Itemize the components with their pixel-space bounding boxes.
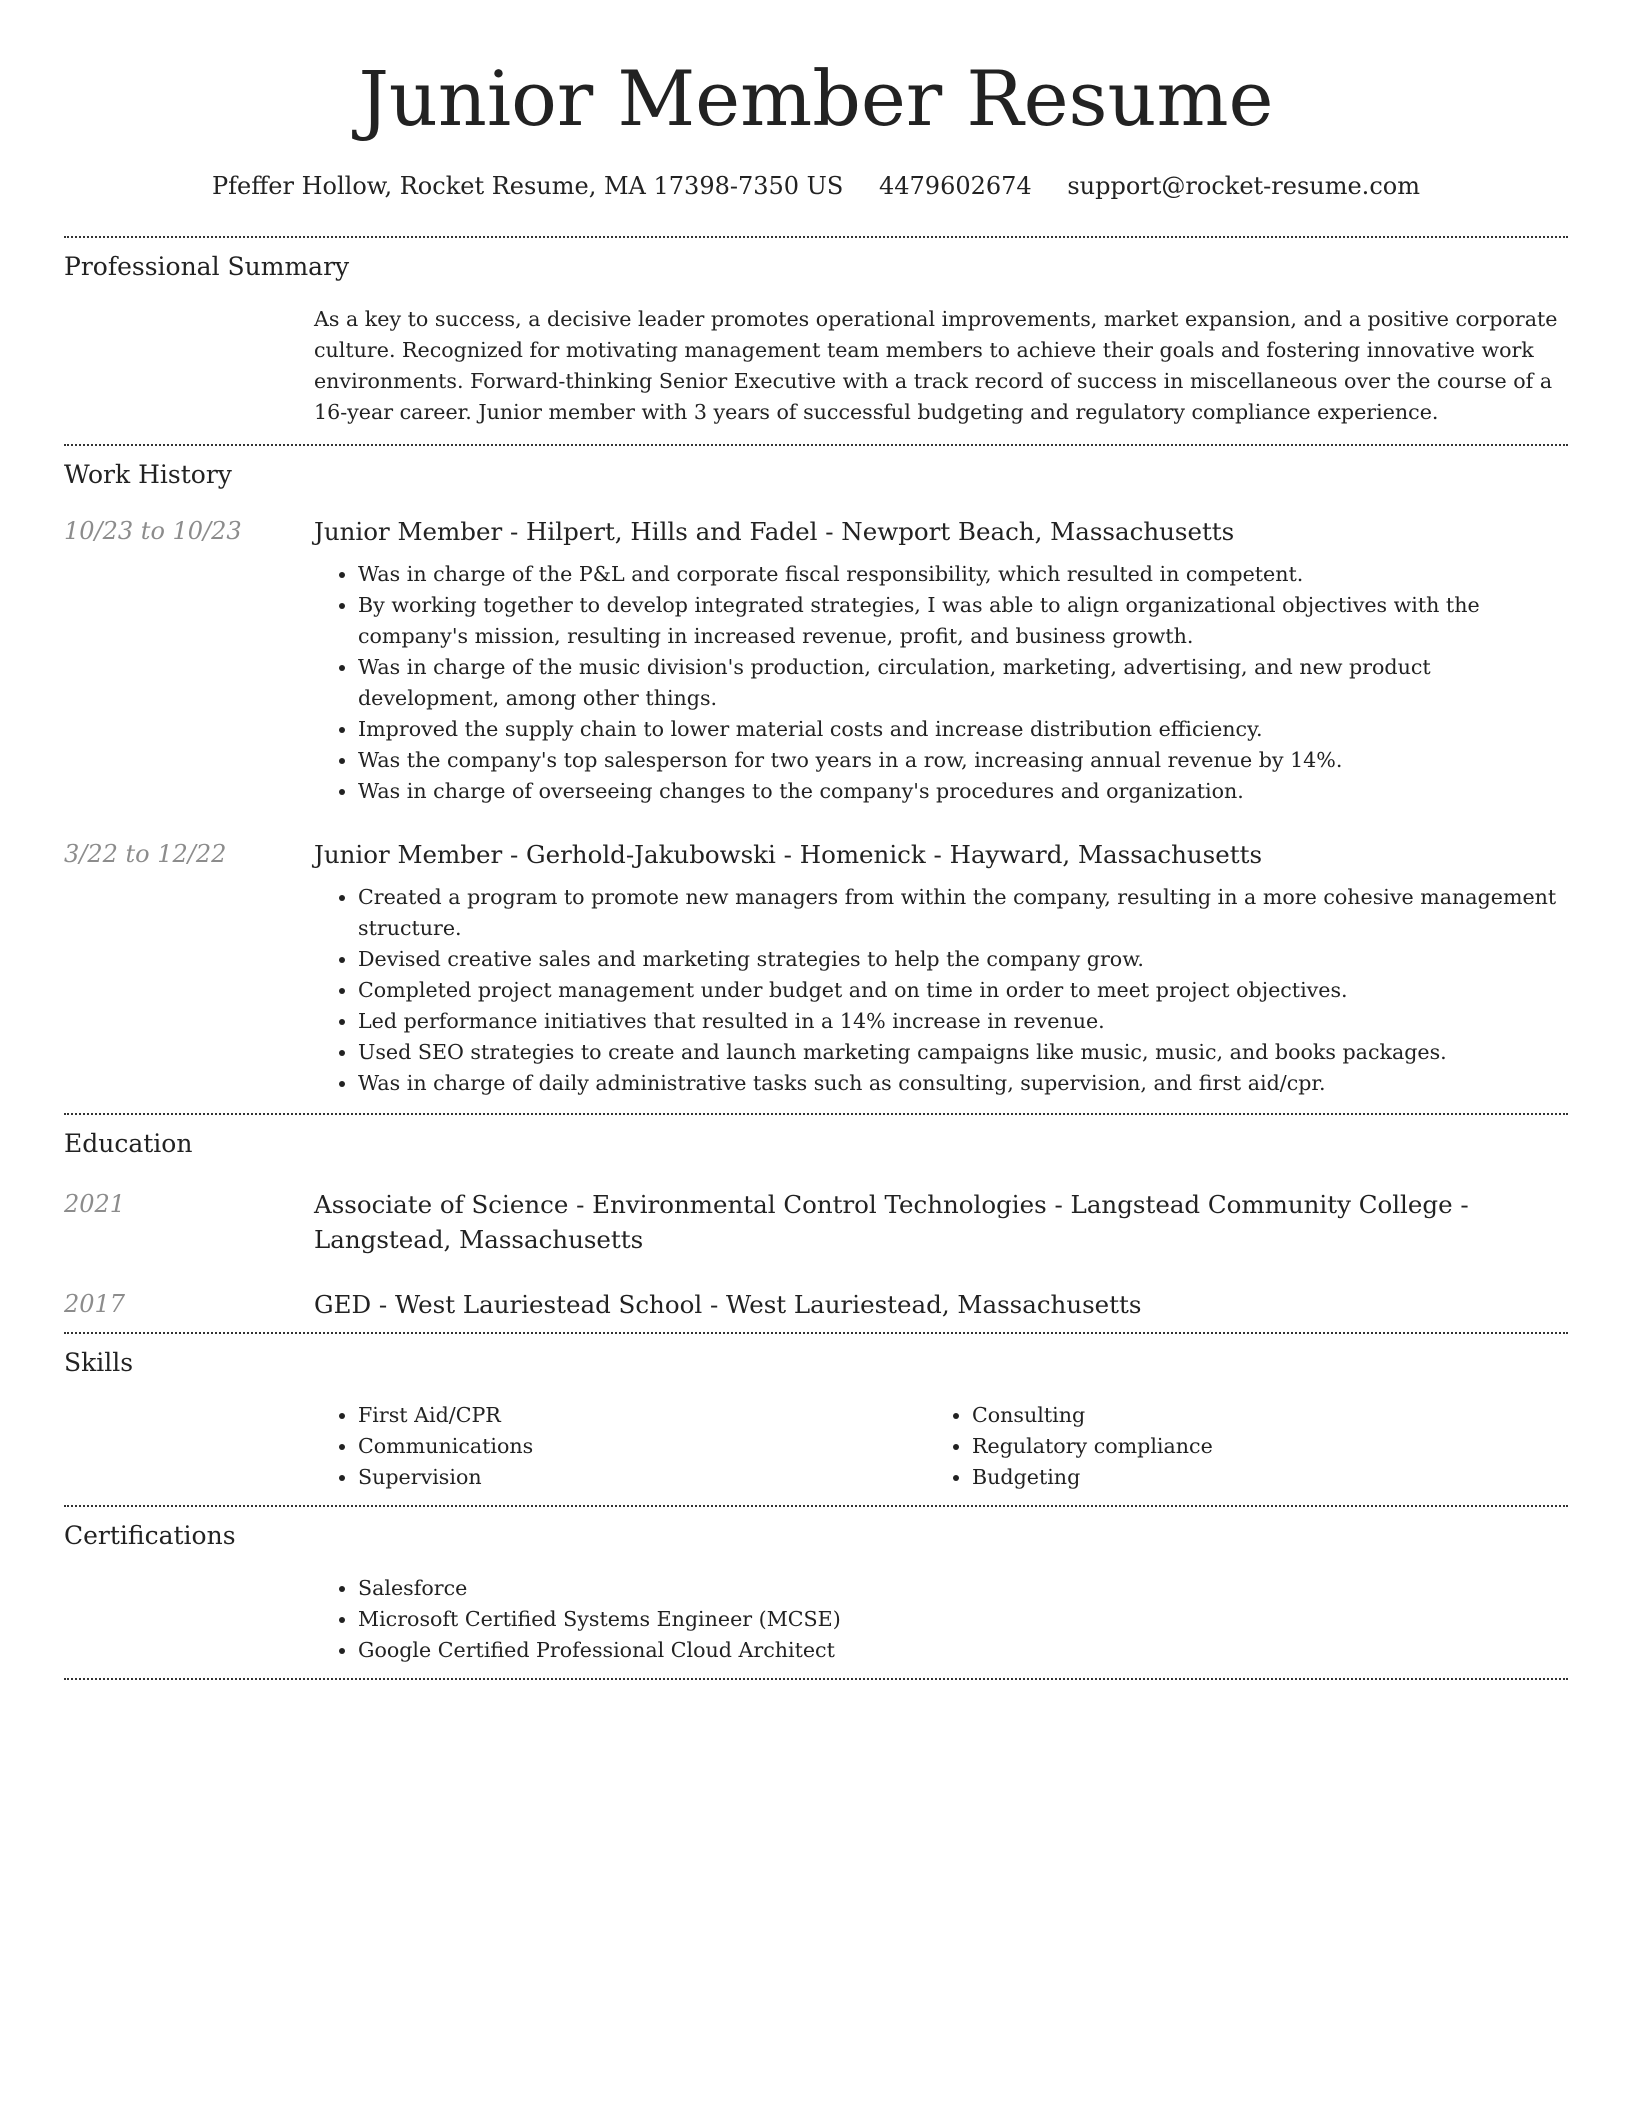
summary-title: Professional Summary — [64, 252, 350, 281]
work-entry-body — [314, 514, 1568, 807]
work-bullet: • Created a program to promote new managers from within the company, resulting in a more cohesive management structure. — [358, 882, 1568, 944]
divider — [64, 1505, 1568, 1507]
resume-name: Junior Member Resume — [358, 54, 1274, 143]
contact-phone: 4479602674 — [879, 172, 1032, 200]
work-bullet: • Led performance initiatives that resulted in a 14% increase in revenue. — [358, 1006, 1568, 1037]
skills-column — [928, 1400, 1532, 1493]
divider — [64, 236, 1568, 238]
work-bullet: • By working together to develop integrated strategies, I was able to align organizational objectives with the company's mission, resulting in increased revenue, profit, and business growth. — [358, 590, 1568, 652]
work-bullet: • Was in charge of daily administrative tasks such as consulting, supervision, and first aid/cpr. — [358, 1068, 1568, 1099]
work-bullet: • Was in charge of the P&L and corporate fiscal responsibility, which resulted in competent. — [358, 559, 1568, 590]
education-year: 2021 — [64, 1190, 126, 1218]
work-bullet: • Was in charge of overseeing changes to the company's procedures and organization. — [358, 776, 1568, 807]
skill-item: • Consulting — [972, 1400, 1532, 1431]
skills-section — [64, 1346, 1568, 1493]
resume-page — [64, 0, 1568, 1680]
work-dates: 3/22 to 12/22 — [64, 840, 227, 868]
certifications-list — [314, 1573, 1568, 1666]
skill-item: • Communications — [358, 1431, 928, 1462]
work-history-title: Work History — [64, 460, 232, 489]
work-bullet: • Completed project management under budget and on time in order to meet project objectives. — [358, 975, 1568, 1006]
work-bullets — [314, 882, 1568, 1099]
summary-text: As a key to success, a decisive leader promotes operational improvements, market expansion, and a positive corporate culture. Recognized for motivating management team members to achieve their goals and fostering innovative work environments. Forward-thinking Senior Executive with a track record of success in miscellaneous over the course of a 16-year career. Junior member with 3 years of successful budgeting and regulatory compliance experience. — [314, 307, 1558, 424]
work-bullet: • Improved the supply chain to lower material costs and increase distribution efficiency. — [358, 714, 1568, 745]
certification-item: • Google Certified Professional Cloud Architect — [358, 1635, 1568, 1666]
work-entry-body — [314, 837, 1568, 1099]
skill-item: • First Aid/CPR — [358, 1400, 928, 1431]
divider — [64, 1678, 1568, 1680]
work-bullet: • Devised creative sales and marketing strategies to help the company grow. — [358, 944, 1568, 975]
skills-column — [314, 1400, 928, 1493]
skill-item: • Supervision — [358, 1462, 928, 1493]
education-heading: GED - West Lauriestead School - West Lauriestead, Massachusetts — [314, 1290, 1142, 1319]
work-bullet: • Was the company's top salesperson for two years in a row, increasing annual revenue by 14%. — [358, 745, 1568, 776]
skills-title: Skills — [64, 1348, 134, 1377]
work-history-section — [64, 458, 1568, 1113]
work-entry — [64, 837, 1568, 1099]
certification-item: • Salesforce — [358, 1573, 1568, 1604]
contact-line — [64, 170, 1568, 202]
skill-item: • Regulatory compliance — [972, 1431, 1532, 1462]
certification-item: • Microsoft Certified Systems Engineer (MCSE) — [358, 1604, 1568, 1635]
work-bullets — [314, 559, 1568, 807]
skill-item: • Budgeting — [972, 1462, 1532, 1493]
education-entry — [64, 1287, 1568, 1322]
education-entry — [64, 1187, 1568, 1257]
contact-email: support@rocket-resume.com — [1067, 172, 1420, 200]
work-bullet: • Was in charge of the music division's production, circulation, marketing, advertising, and new product development, among other things. — [358, 652, 1568, 714]
certifications-section — [64, 1519, 1568, 1666]
education-section — [64, 1127, 1568, 1332]
work-dates: 10/23 to 10/23 — [64, 517, 242, 545]
skills-list — [314, 1400, 1568, 1493]
contact-address: Pfeffer Hollow, Rocket Resume, MA 17398-7350 US — [212, 172, 844, 200]
education-year: 2017 — [64, 1290, 126, 1318]
summary-section — [64, 250, 1568, 428]
education-heading: Associate of Science - Environmental Control Technologies - Langstead Community College - Langstead, Massachusetts — [314, 1190, 1469, 1254]
work-heading: Junior Member - Gerhold-Jakubowski - Homenick - Hayward, Massachusetts — [314, 840, 1263, 869]
education-title: Education — [64, 1129, 193, 1158]
divider — [64, 1332, 1568, 1334]
work-entry — [64, 514, 1568, 807]
certifications-title: Certifications — [64, 1521, 236, 1550]
work-heading: Junior Member - Hilpert, Hills and Fadel - Newport Beach, Massachusetts — [314, 517, 1235, 546]
divider — [64, 444, 1568, 446]
work-bullet: • Used SEO strategies to create and launch marketing campaigns like music, music, and books packages. — [358, 1037, 1568, 1068]
divider — [64, 1113, 1568, 1115]
